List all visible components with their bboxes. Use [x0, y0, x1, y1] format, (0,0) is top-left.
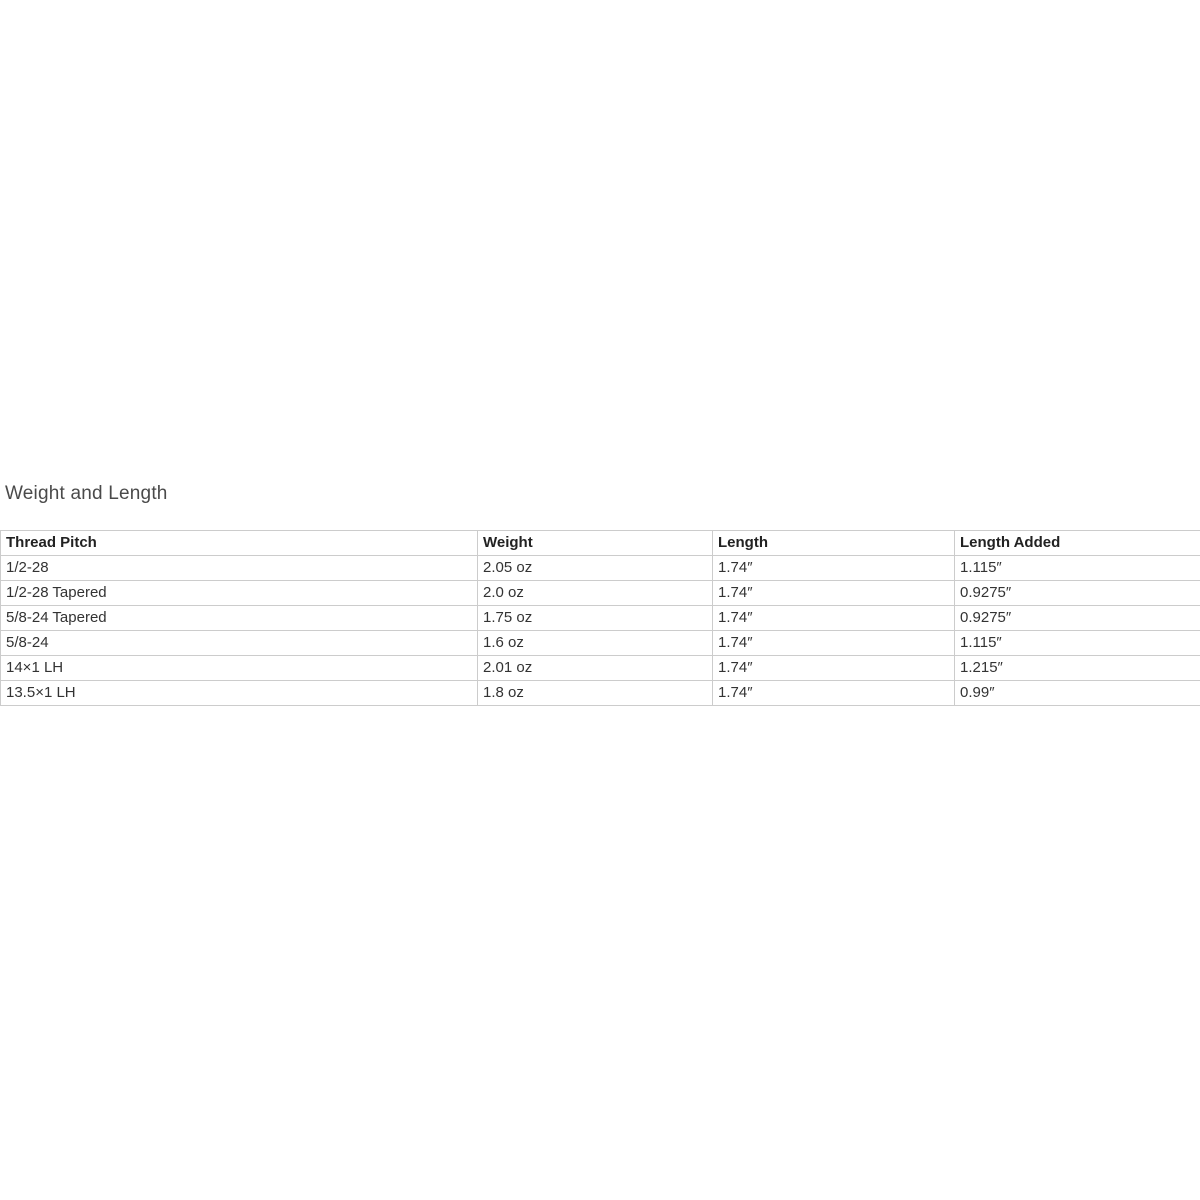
table-cell: 2.0 oz: [478, 581, 713, 606]
column-header: Thread Pitch: [1, 531, 478, 556]
table-cell: 1.74″: [713, 631, 955, 656]
table-row: [1, 606, 1200, 631]
table-row: [1, 681, 1200, 706]
table-row: [1, 581, 1200, 606]
table-body: [1, 556, 1200, 706]
table-cell: 5/8-24: [1, 631, 478, 656]
table-cell: 1.8 oz: [478, 681, 713, 706]
table-cell: 0.99″: [955, 681, 1200, 706]
table-cell: 1/2-28 Tapered: [1, 581, 478, 606]
table-row: [1, 631, 1200, 656]
table-cell: 5/8-24 Tapered: [1, 606, 478, 631]
table-row: [1, 556, 1200, 581]
table-cell: 1.75 oz: [478, 606, 713, 631]
table-cell: 1.115″: [955, 556, 1200, 581]
table-cell: 1.74″: [713, 606, 955, 631]
table-cell: 1.115″: [955, 631, 1200, 656]
table-cell: 1.6 oz: [478, 631, 713, 656]
table-cell: 1.74″: [713, 656, 955, 681]
table-row: [1, 656, 1200, 681]
table-cell: 2.01 oz: [478, 656, 713, 681]
table-cell: 0.9275″: [955, 581, 1200, 606]
table-cell: 1.215″: [955, 656, 1200, 681]
table-cell: 1.74″: [713, 556, 955, 581]
table-header-row: [1, 531, 1200, 556]
table-cell: 1/2-28: [1, 556, 478, 581]
weight-length-table: [0, 530, 1200, 706]
column-header: Weight: [478, 531, 713, 556]
table-cell: 1.74″: [713, 581, 955, 606]
table-cell: 0.9275″: [955, 606, 1200, 631]
table-cell: 13.5×1 LH: [1, 681, 478, 706]
section-title: Weight and Length: [5, 483, 168, 504]
table-cell: 1.74″: [713, 681, 955, 706]
column-header: Length Added: [955, 531, 1200, 556]
table-cell: 2.05 oz: [478, 556, 713, 581]
table-cell: 14×1 LH: [1, 656, 478, 681]
column-header: Length: [713, 531, 955, 556]
